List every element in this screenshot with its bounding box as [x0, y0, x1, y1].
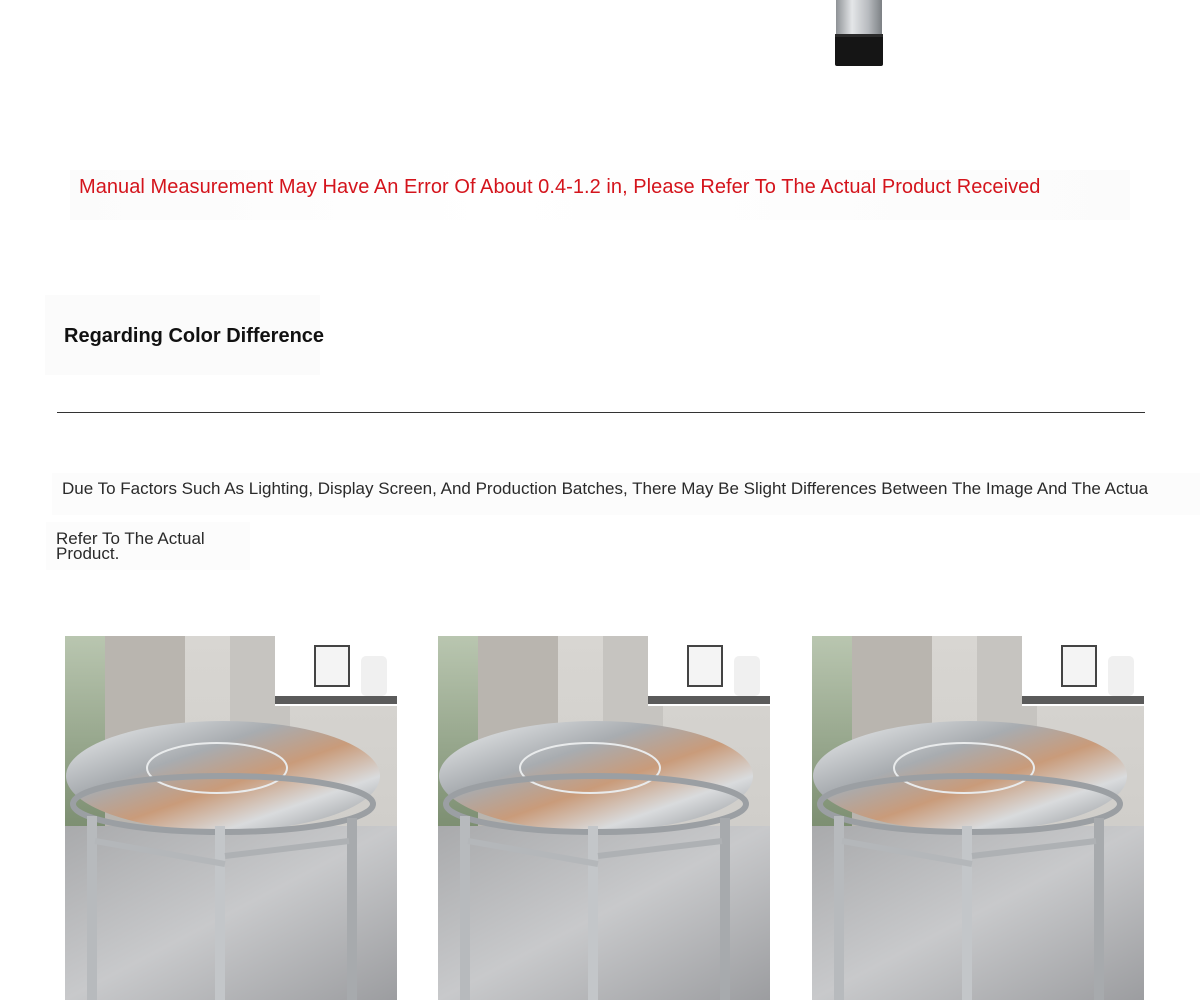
table-leg-image [828, 0, 892, 70]
product-image-1 [65, 636, 397, 1000]
color-difference-note: Due To Factors Such As Lighting, Display Screen, And Production Batches, There May Be Slight Differences Between The Image And The Actua [62, 479, 1149, 498]
color-difference-note-continued: Refer To The Actual Product. [56, 529, 205, 563]
product-image-2 [438, 636, 770, 1000]
product-image-3 [812, 636, 1144, 1000]
measurement-warning-text: Manual Measurement May Have An Error Of About 0.4-1.2 in, Please Refer To The Actual Product Received [79, 176, 1041, 198]
color-difference-heading: Regarding Color Difference [64, 325, 325, 347]
section-divider [57, 412, 1145, 413]
